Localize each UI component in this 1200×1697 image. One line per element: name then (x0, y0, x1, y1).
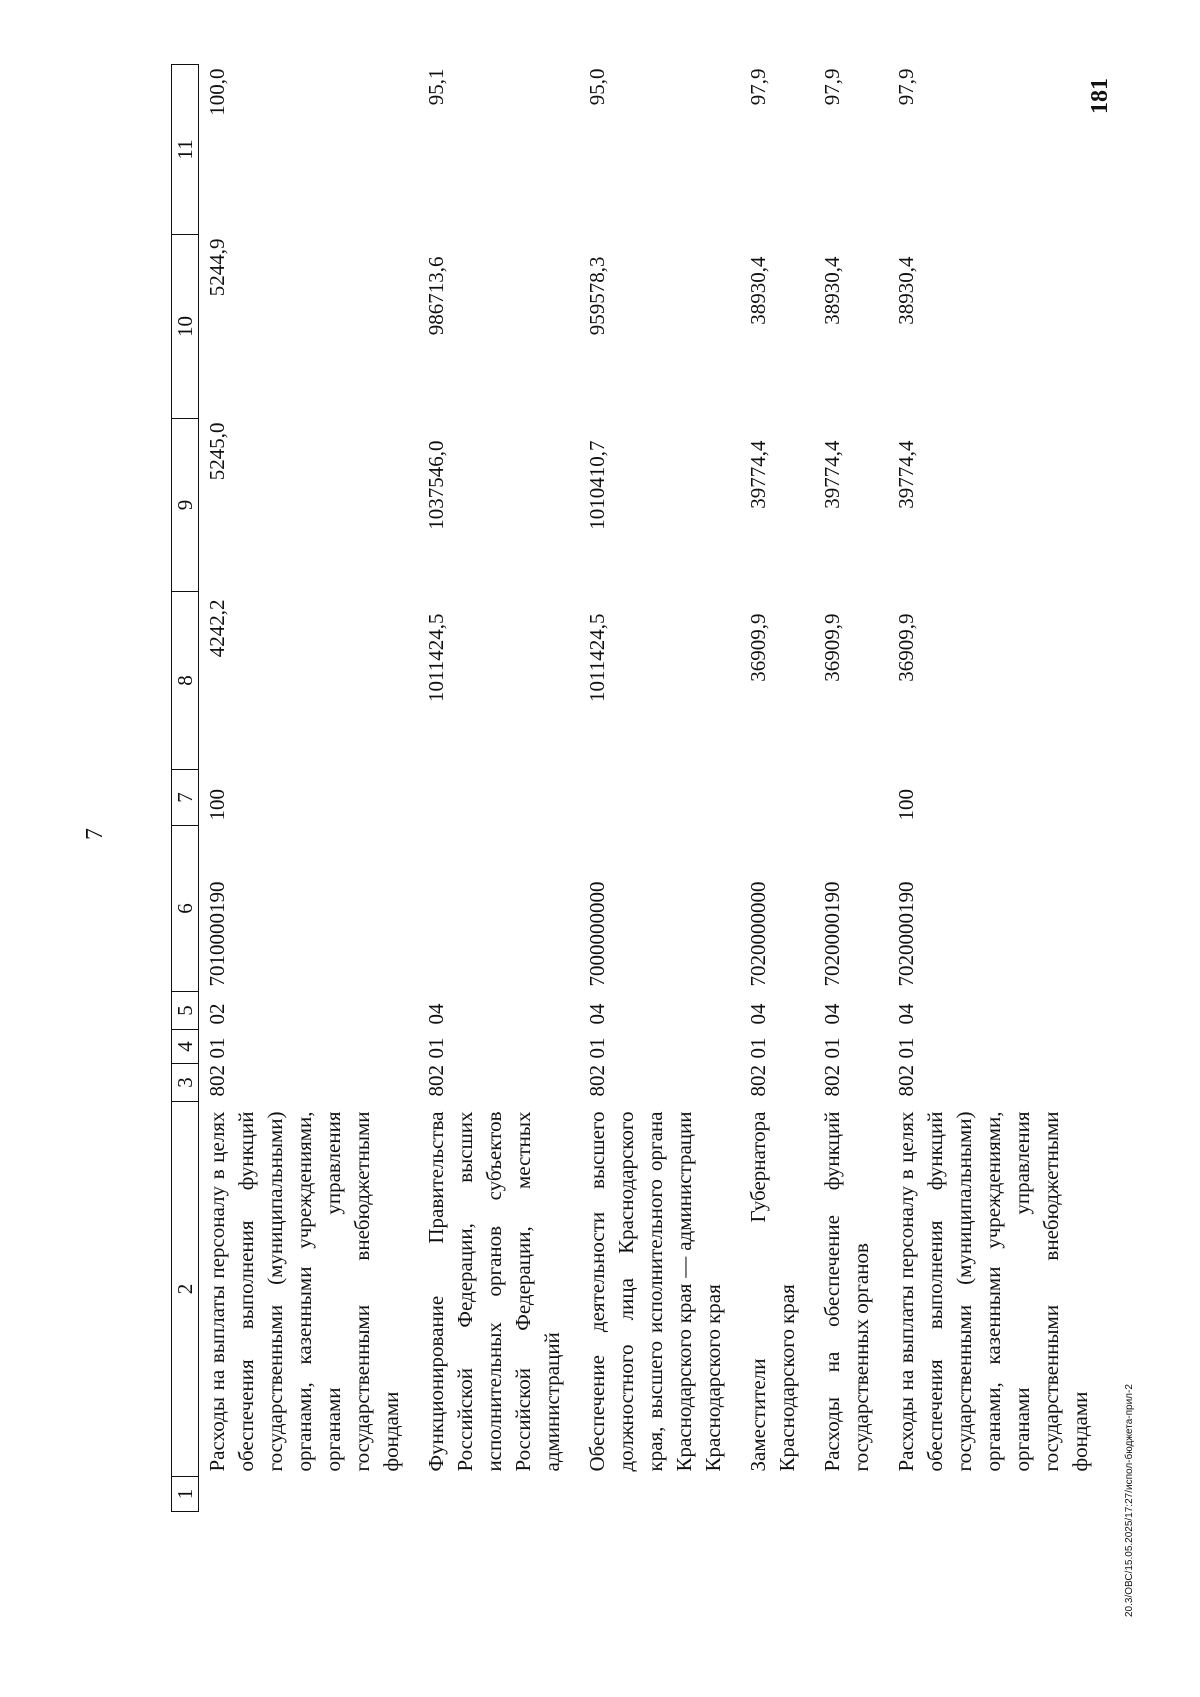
section-code: 01 (585, 1037, 609, 1059)
value-col-9: 39774,4 (746, 440, 770, 509)
table-row (199, 65, 407, 1512)
row-number-cell (567, 1477, 728, 1512)
header-cell: 6 (172, 826, 199, 992)
expense-type-code: 100 (205, 789, 229, 821)
target-article-code: 7020000190 (820, 881, 844, 987)
budget-table (171, 64, 1095, 1512)
table-row (802, 65, 876, 1512)
expense-name: Расходы на выплаты персоналу в целях обеспечения выполнения функций государственными (муниципальными) органами, казенными учреждениями, органами управления государственными внебюджетными фондами (894, 1111, 1092, 1472)
value-col-10: 5244,9 (205, 238, 229, 297)
header-cell: 9 (172, 419, 199, 592)
header-cell: 4 (172, 1030, 199, 1064)
section-code: 01 (820, 1037, 844, 1059)
subsection-code: 02 (205, 1003, 229, 1025)
value-col-9: 39774,4 (894, 440, 918, 509)
expense-name: Функционирование Правительства Российской Федерации, высших исполнительных органов субъектов Российской Федерации, местных администраций (424, 1111, 564, 1472)
page-number-top: 7 (82, 828, 108, 840)
value-col-11: 97,9 (894, 68, 918, 106)
value-col-9: 1037546,0 (424, 440, 448, 530)
header-cell: 3 (172, 1064, 199, 1102)
subsection-code: 04 (424, 1003, 448, 1025)
value-col-8: 36909,9 (820, 613, 844, 682)
value-col-8: 36909,9 (894, 613, 918, 682)
row-number-cell (406, 1477, 567, 1512)
page-number-bottom: 181 (1087, 78, 1113, 114)
row-number-cell (802, 1477, 876, 1512)
target-article-code: 7020000190 (894, 881, 918, 987)
subsection-code: 04 (894, 1003, 918, 1025)
section-code: 01 (424, 1037, 448, 1059)
value-col-11: 95,1 (424, 68, 448, 106)
value-col-8: 1011424,5 (585, 613, 609, 702)
expense-type-code (728, 770, 802, 826)
header-cell: 2 (172, 1102, 199, 1477)
value-col-8: 1011424,5 (424, 613, 448, 702)
table-row (876, 65, 1095, 1512)
value-col-10: 38930,4 (894, 256, 918, 325)
table-row (567, 65, 728, 1512)
header-cell: 5 (172, 992, 199, 1030)
subsection-code: 04 (746, 1003, 770, 1025)
header-cell: 11 (172, 65, 199, 235)
expense-name: Расходы на обеспечение функций государственных органов (820, 1111, 873, 1472)
ved-code: 802 (894, 1065, 918, 1097)
target-article-code: 7010000190 (205, 881, 229, 987)
expense-type-code: 100 (894, 789, 918, 821)
header-cell: 1 (172, 1477, 199, 1512)
expense-name: Расходы на выплаты персоналу в целях обеспечения выполнения функций государственными (муниципальными) органами, казенными учреждениями, органами управления государственными внебюджетными фондами (205, 1111, 403, 1472)
table-row (728, 65, 802, 1512)
ved-code: 802 (424, 1065, 448, 1097)
target-article-code: 7020000000 (746, 881, 770, 987)
header-row (172, 65, 199, 1512)
table-row (406, 65, 567, 1512)
section-code: 01 (205, 1037, 229, 1059)
value-col-10: 38930,4 (820, 256, 844, 325)
value-col-8: 4242,2 (205, 599, 229, 658)
target-article-code: 7000000000 (585, 881, 609, 987)
row-number-cell (876, 1477, 1095, 1512)
expense-type-code (802, 770, 876, 826)
section-code: 01 (746, 1037, 770, 1059)
expense-type-code (406, 770, 567, 826)
value-col-8: 36909,9 (746, 613, 770, 682)
expense-name: Заместители Губернатора Краснодарского края (746, 1111, 799, 1472)
section-code: 01 (894, 1037, 918, 1059)
ved-code: 802 (585, 1065, 609, 1097)
value-col-10: 986713,6 (424, 256, 448, 336)
row-number-cell (728, 1477, 802, 1512)
ved-code: 802 (746, 1065, 770, 1097)
ved-code: 802 (820, 1065, 844, 1097)
subsection-code: 04 (585, 1003, 609, 1025)
value-col-11: 97,9 (820, 68, 844, 106)
value-col-11: 97,9 (746, 68, 770, 106)
value-col-9: 1010410,7 (585, 440, 609, 530)
value-col-10: 38930,4 (746, 256, 770, 325)
header-cell: 10 (172, 235, 199, 419)
target-article-code (406, 826, 567, 992)
value-col-9: 39774,4 (820, 440, 844, 509)
expense-type-code (567, 770, 728, 826)
expense-name: Обеспечение деятельности высшего должностного лица Краснодарского края, высшего исполнительного органа Краснодарского края — администрации Краснодарского края (585, 1111, 725, 1472)
ved-code: 802 (205, 1065, 229, 1097)
header-cell: 8 (172, 592, 199, 770)
value-col-11: 95,0 (585, 68, 609, 106)
subsection-code: 04 (820, 1003, 844, 1025)
value-col-9: 5245,0 (205, 422, 229, 481)
footer-document-code: 20.3/ОВС/15.05.2025/17:27/испол-бюджета-прил-2 (1124, 1384, 1135, 1617)
value-col-10: 959578,3 (585, 256, 609, 336)
value-col-11: 100,0 (205, 68, 229, 116)
header-cell: 7 (172, 770, 199, 826)
row-number-cell (199, 1477, 407, 1512)
